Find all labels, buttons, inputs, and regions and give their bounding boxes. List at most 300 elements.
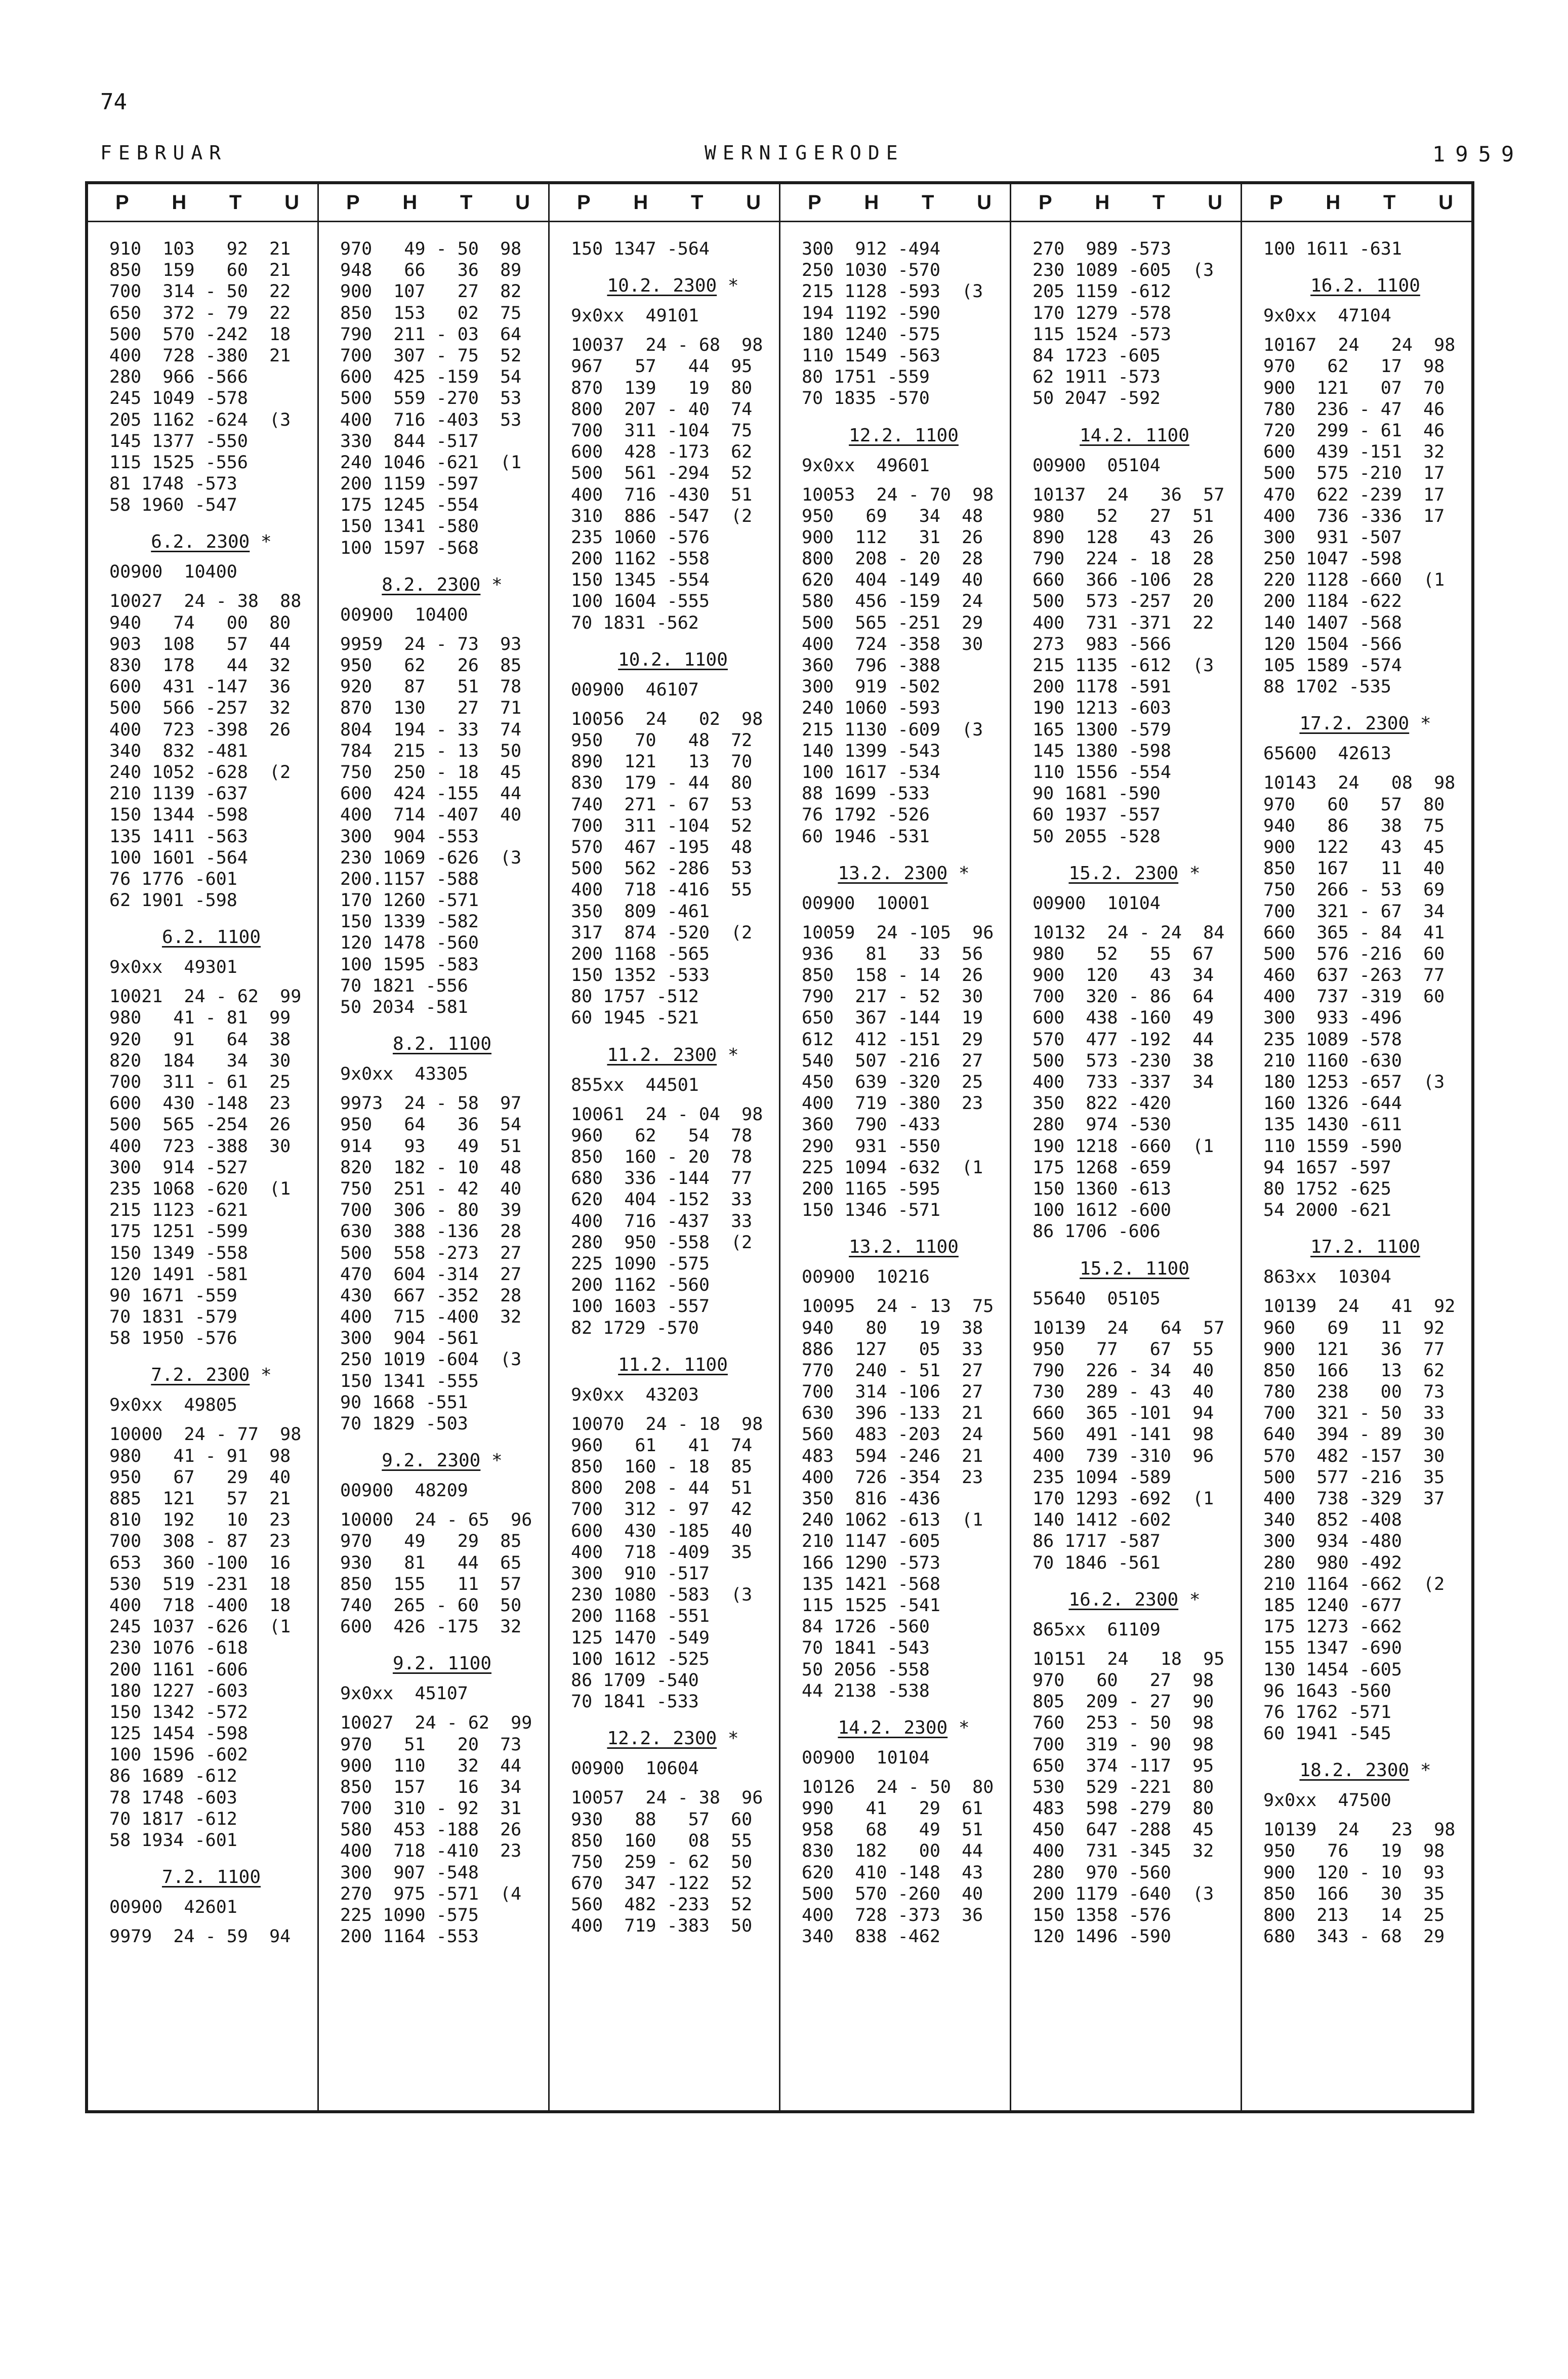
- table-row: 820 184 34 30: [109, 1050, 291, 1071]
- table-row: 400 716 -430 51: [571, 484, 753, 505]
- table-row: 920 91 64 38: [109, 1029, 291, 1050]
- table-row: 240 1062 -613 (1: [802, 1510, 983, 1531]
- table-row: 700 311 - 61 25: [109, 1072, 291, 1092]
- table-row: 960 69 11 92: [1263, 1318, 1445, 1338]
- table-row: 870 139 19 80: [571, 378, 753, 398]
- sounding-station-code: 00900 10104: [1033, 893, 1161, 914]
- table-row: 790 211 - 03 64: [340, 324, 522, 345]
- table-row: 270 975 -571 (4: [340, 1883, 522, 1904]
- table-row: 115 1525 -556: [109, 452, 248, 473]
- table-row: 76 1792 -526: [802, 805, 930, 826]
- sounding-title: [802, 424, 1006, 448]
- table-row: 175 1251 -599: [109, 1221, 248, 1242]
- table-row: 450 639 -320 25: [802, 1072, 983, 1092]
- table-row: 400 736 -336 17: [1263, 506, 1445, 526]
- sounding-marker: *: [717, 275, 739, 297]
- table-row: 120 1496 -590: [1033, 1926, 1171, 1947]
- sounding-title: [802, 862, 1006, 886]
- sounding-station-code: 9x0xx 45107: [340, 1684, 468, 1704]
- sounding-station-code: 00900 10400: [340, 604, 468, 625]
- table-row: 780 236 - 47 46: [1263, 399, 1445, 420]
- sounding-marker: *: [717, 1044, 739, 1065]
- table-row: 980 52 55 67: [1033, 944, 1214, 964]
- sounding-station-code: 9x0xx 47104: [1263, 306, 1391, 326]
- table-row: 740 271 - 67 53: [571, 794, 753, 815]
- table-row: 205 1162 -624 (3: [109, 409, 291, 430]
- table-row: 580 456 -159 24: [802, 591, 983, 612]
- table-row: 483 598 -279 80: [1033, 1798, 1214, 1819]
- table-row: 10057 24 - 38 96: [571, 1788, 763, 1809]
- table-row: 70 1817 -612: [109, 1809, 237, 1829]
- table-row: 950 69 34 48: [802, 506, 983, 526]
- table-row: 700 314 - 50 22: [109, 281, 291, 302]
- table-row: 660 365 - 84 41: [1263, 922, 1445, 943]
- table-row: 930 81 44 65: [340, 1552, 522, 1573]
- table-row: 50 2047 -592: [1033, 388, 1161, 409]
- table-row: 770 240 - 51 27: [802, 1360, 983, 1381]
- sounding-title: [571, 274, 775, 298]
- sounding-title: [1263, 712, 1467, 736]
- table-row: 300 931 -507: [1263, 527, 1402, 548]
- column-header-label: H: [864, 191, 879, 214]
- table-row: 100 1611 -631: [1263, 239, 1402, 259]
- table-row: 88 1699 -533: [802, 784, 930, 804]
- table-row: 400 731 -345 32: [1033, 1841, 1214, 1862]
- table-row: 125 1454 -598: [109, 1724, 248, 1744]
- table-column: [88, 184, 319, 2110]
- column-header-label: T: [921, 191, 934, 214]
- table-row: 10167 24 24 98: [1263, 335, 1456, 356]
- table-row: 110 1549 -563: [802, 345, 940, 366]
- sounding-station-code: 9x0xx 49601: [802, 455, 930, 476]
- table-row: 300 933 -496: [1263, 1008, 1402, 1029]
- sounding-title: [109, 1363, 313, 1387]
- sounding-date-time: 16.2. 2300: [1068, 1589, 1179, 1610]
- table-row: 900 122 43 45: [1263, 837, 1445, 857]
- table-row: 170 1260 -571: [340, 890, 479, 911]
- table-row: 70 1841 -543: [802, 1638, 930, 1659]
- table-row: 58 1934 -601: [109, 1830, 237, 1851]
- table-row: 800 208 - 20 28: [802, 549, 983, 569]
- sounding-marker: *: [717, 1728, 739, 1749]
- table-row: 80 1751 -559: [802, 367, 930, 388]
- table-row: 90 1668 -551: [340, 1392, 468, 1413]
- column-header-label: P: [808, 191, 821, 214]
- table-row: 82 1729 -570: [571, 1318, 699, 1338]
- table-row: 400 718 -409 35: [571, 1542, 753, 1563]
- table-row: 500 573 -257 20: [1033, 591, 1214, 612]
- table-row: 790 226 - 34 40: [1033, 1360, 1214, 1381]
- table-row: 140 1407 -568: [1263, 612, 1402, 633]
- table-row: 10000 24 - 65 96: [340, 1510, 532, 1531]
- sounding-date-time: 9.2. 2300: [382, 1450, 481, 1471]
- sounding-station-code: 00900 05104: [1033, 455, 1161, 476]
- table-row: 400 726 -354 23: [802, 1467, 983, 1488]
- table-row: 81 1748 -573: [109, 474, 237, 495]
- column-header-label: P: [577, 191, 591, 214]
- column-header-label: T: [1383, 191, 1396, 214]
- sounding-title: [109, 530, 313, 554]
- table-row: 10095 24 - 13 75: [802, 1296, 994, 1317]
- table-row: 900 121 36 77: [1263, 1339, 1445, 1360]
- table-row: 310 886 -547 (2: [571, 506, 753, 526]
- table-row: 86 1706 -606: [1033, 1221, 1161, 1242]
- table-row: 500 562 -286 53: [571, 858, 753, 879]
- table-row: 185 1240 -677: [1263, 1595, 1402, 1616]
- table-row: 600 426 -175 32: [340, 1617, 522, 1637]
- table-row: 225 1090 -575: [571, 1253, 710, 1274]
- table-row: 200.1157 -588: [340, 869, 479, 889]
- table-row: 240 1052 -628 (2: [109, 762, 291, 783]
- table-row: 450 647 -288 45: [1033, 1820, 1214, 1840]
- table-row: 50 2034 -581: [340, 997, 468, 1017]
- table-row: 500 575 -210 17: [1263, 463, 1445, 484]
- table-row: 10027 24 - 62 99: [340, 1713, 532, 1734]
- table-row: 150 1342 -572: [109, 1702, 248, 1722]
- table-row: 10139 24 41 92: [1263, 1296, 1456, 1317]
- table-row: 317 874 -520 (2: [571, 922, 753, 943]
- table-row: 50 2055 -528: [1033, 826, 1161, 847]
- sounding-date-time: 10.2. 1100: [618, 649, 728, 670]
- table-row: 700 321 - 67 34: [1263, 901, 1445, 922]
- sounding-marker: *: [250, 531, 272, 553]
- table-row: 200 1161 -606: [109, 1659, 248, 1680]
- table-row: 70 1835 -570: [802, 388, 930, 409]
- table-row: 970 60 57 80: [1263, 794, 1445, 815]
- table-row: 400 718 -400 18: [109, 1595, 291, 1616]
- table-row: 750 266 - 53 69: [1263, 880, 1445, 900]
- table-row: 86 1709 -540: [571, 1670, 699, 1691]
- table-row: 90 1671 -559: [109, 1285, 237, 1306]
- sounding-marker: *: [1178, 863, 1201, 884]
- table-row: 194 1192 -590: [802, 303, 940, 323]
- table-row: 400 728 -380 21: [109, 345, 291, 366]
- table-row: 300 904 -561: [340, 1328, 479, 1349]
- table-row: 900 121 07 70: [1263, 378, 1445, 398]
- data-table: [85, 181, 1474, 2113]
- table-row: 630 388 -136 28: [340, 1221, 522, 1242]
- column-header-label: H: [172, 191, 187, 214]
- table-row: 700 319 - 90 98: [1033, 1734, 1214, 1755]
- table-row: 830 182 00 44: [802, 1841, 983, 1862]
- table-row: 250 1030 -570: [802, 260, 940, 281]
- sounding-title: [802, 1235, 1006, 1259]
- table-row: 800 208 - 44 51: [571, 1478, 753, 1499]
- table-row: 58 1950 -576: [109, 1328, 237, 1349]
- table-row: 500 570 -242 18: [109, 324, 291, 345]
- table-row: 530 529 -221 80: [1033, 1777, 1214, 1797]
- table-column: [1242, 184, 1471, 2110]
- table-row: 175 1273 -662: [1263, 1617, 1402, 1637]
- table-row: 560 491 -141 98: [1033, 1424, 1214, 1445]
- table-row: 600 430 -185 40: [571, 1521, 753, 1541]
- table-row: 500 565 -251 29: [802, 612, 983, 633]
- table-row: 890 121 13 70: [571, 752, 753, 772]
- sounding-date-time: 11.2. 2300: [607, 1044, 717, 1065]
- sounding-date-time: 7.2. 2300: [151, 1365, 250, 1386]
- table-row: 530 519 -231 18: [109, 1574, 291, 1594]
- column-header-label: T: [690, 191, 704, 214]
- table-row: 100 1595 -583: [340, 954, 479, 975]
- table-row: 280 966 -566: [109, 367, 248, 388]
- table-row: 400 728 -373 36: [802, 1905, 983, 1925]
- table-row: 130 1454 -605: [1263, 1659, 1402, 1680]
- table-row: 90 1681 -590: [1033, 784, 1161, 804]
- sounding-title: [802, 1716, 1006, 1740]
- sounding-title: [571, 1043, 775, 1068]
- table-row: 680 343 - 68 29: [1263, 1926, 1445, 1947]
- column-header-label: U: [1208, 191, 1222, 214]
- table-row: 885 121 57 21: [109, 1489, 291, 1509]
- table-row: 500 566 -257 32: [109, 698, 291, 719]
- table-column: [780, 184, 1011, 2110]
- table-row: 290 931 -550: [802, 1136, 940, 1157]
- table-row: 125 1470 -549: [571, 1627, 710, 1648]
- table-row: 470 604 -314 27: [340, 1264, 522, 1285]
- table-row: 9959 24 - 73 93: [340, 634, 522, 654]
- table-row: 110 1559 -590: [1263, 1136, 1402, 1157]
- table-row: 145 1377 -550: [109, 431, 248, 452]
- table-row: 175 1245 -554: [340, 495, 479, 516]
- table-row: 60 1945 -521: [571, 1008, 699, 1029]
- table-row: 500 565 -254 26: [109, 1115, 291, 1135]
- column-header: [1242, 184, 1471, 222]
- table-row: 100 1597 -568: [340, 538, 479, 558]
- sounding-date-time: 18.2. 2300: [1299, 1760, 1410, 1781]
- sounding-date-time: 8.2. 1100: [392, 1034, 492, 1055]
- sounding-marker: *: [1409, 713, 1431, 734]
- table-row: 400 718 -410 23: [340, 1841, 522, 1862]
- table-row: 10053 24 - 70 98: [802, 484, 994, 505]
- table-row: 820 182 - 10 48: [340, 1157, 522, 1178]
- sounding-date-time: 12.2. 2300: [607, 1728, 717, 1749]
- table-row: 700 308 - 87 23: [109, 1531, 291, 1552]
- table-row: 280 950 -558 (2: [571, 1232, 753, 1253]
- table-row: 10070 24 - 18 98: [571, 1414, 763, 1434]
- sounding-title: [1263, 1235, 1467, 1259]
- table-row: 670 347 -122 52: [571, 1873, 753, 1894]
- table-row: 215 1123 -621: [109, 1200, 248, 1221]
- table-row: 245 1037 -626 (1: [109, 1617, 291, 1637]
- sounding-date-time: 12.2. 1100: [849, 425, 959, 446]
- header-month: FEBRUAR: [100, 142, 228, 164]
- column-header-label: H: [1095, 191, 1110, 214]
- table-row: 94 1657 -597: [1263, 1157, 1391, 1178]
- table-row: 620 404 -152 33: [571, 1190, 753, 1210]
- table-row: 60 1941 -545: [1263, 1724, 1391, 1744]
- table-row: 300 910 -517: [571, 1564, 710, 1584]
- table-row: 750 251 - 42 40: [340, 1178, 522, 1199]
- table-row: 903 108 57 44: [109, 634, 291, 654]
- table-row: 830 179 - 44 80: [571, 773, 753, 794]
- table-row: 235 1068 -620 (1: [109, 1178, 291, 1199]
- table-row: 950 62 26 85: [340, 655, 522, 676]
- table-row: 850 153 02 75: [340, 303, 522, 323]
- table-row: 135 1430 -611: [1263, 1115, 1402, 1135]
- table-row: 600 430 -148 23: [109, 1093, 291, 1114]
- sounding-station-code: 855xx 44501: [571, 1075, 699, 1095]
- table-row: 340 838 -462: [802, 1926, 940, 1947]
- table-row: 570 482 -157 30: [1263, 1446, 1445, 1466]
- table-row: 630 396 -133 21: [802, 1403, 983, 1424]
- table-row: 940 74 00 80: [109, 612, 291, 633]
- table-row: 540 507 -216 27: [802, 1050, 983, 1071]
- table-row: 350 816 -436: [802, 1489, 940, 1509]
- sounding-station-code: 00900 42601: [109, 1897, 237, 1918]
- table-row: 135 1421 -568: [802, 1574, 940, 1594]
- table-row: 60 1946 -531: [802, 826, 930, 847]
- table-row: 300 904 -553: [340, 826, 479, 847]
- column-header-label: U: [515, 191, 530, 214]
- column-header-label: U: [746, 191, 761, 214]
- table-row: 210 1147 -605: [802, 1531, 940, 1552]
- sounding-station-code: 65600 42613: [1263, 744, 1391, 764]
- table-row: 9979 24 - 59 94: [109, 1926, 291, 1947]
- table-row: 235 1060 -576: [571, 527, 710, 548]
- table-row: 10061 24 - 04 98: [571, 1104, 763, 1125]
- table-row: 250 1047 -598: [1263, 549, 1402, 569]
- sounding-title: [340, 1449, 544, 1473]
- table-row: 240 1046 -621 (1: [340, 452, 522, 473]
- table-row: 210 1160 -630: [1263, 1050, 1402, 1071]
- table-row: 470 622 -239 17: [1263, 484, 1445, 505]
- table-row: 10059 24 -105 96: [802, 922, 994, 943]
- table-row: 460 637 -263 77: [1263, 965, 1445, 986]
- table-row: 105 1589 -574: [1263, 655, 1402, 676]
- column-header-label: P: [1039, 191, 1052, 214]
- table-row: 910 103 92 21: [109, 239, 291, 259]
- table-row: 600 431 -147 36: [109, 677, 291, 698]
- column-header-label: H: [633, 191, 648, 214]
- table-row: 180 1253 -657 (3: [1263, 1072, 1445, 1092]
- table-row: 230 1080 -583 (3: [571, 1585, 753, 1606]
- table-row: 150 1360 -613: [1033, 1178, 1171, 1199]
- table-row: 948 66 36 89: [340, 260, 522, 281]
- table-row: 400 714 -407 40: [340, 805, 522, 826]
- sounding-marker: *: [1409, 1760, 1431, 1781]
- table-row: 780 238 00 73: [1263, 1382, 1445, 1403]
- table-row: 62 1901 -598: [109, 890, 237, 911]
- sounding-station-code: 9x0xx 47500: [1263, 1790, 1391, 1811]
- sounding-date-time: 6.2. 1100: [161, 927, 261, 948]
- table-row: 115 1525 -541: [802, 1595, 940, 1616]
- table-row: 180 1227 -603: [109, 1680, 248, 1701]
- table-row: 810 192 10 23: [109, 1510, 291, 1531]
- sounding-station-code: 9x0xx 49805: [109, 1395, 237, 1416]
- table-row: 400 718 -416 55: [571, 880, 753, 900]
- sounding-title: [1263, 274, 1467, 298]
- table-row: 360 796 -388: [802, 655, 940, 676]
- table-row: 50 2056 -558: [802, 1659, 930, 1680]
- sounding-date-time: 13.2. 2300: [838, 863, 948, 884]
- sounding-marker: *: [480, 1450, 503, 1471]
- table-row: 500 570 -260 40: [802, 1883, 983, 1904]
- table-row: 950 77 67 55: [1033, 1339, 1214, 1360]
- table-row: 500 558 -273 27: [340, 1243, 522, 1263]
- column-header-label: P: [346, 191, 360, 214]
- table-row: 190 1218 -660 (1: [1033, 1136, 1214, 1157]
- table-row: 400 716 -437 33: [571, 1211, 753, 1232]
- table-row: 110 1556 -554: [1033, 762, 1171, 783]
- table-row: 205 1159 -612: [1033, 281, 1171, 302]
- table-row: 10037 24 - 68 98: [571, 335, 763, 356]
- column-header-label: T: [460, 191, 473, 214]
- sounding-title: [1033, 1588, 1236, 1612]
- table-row: 560 482 -233 52: [571, 1895, 753, 1915]
- table-row: 850 159 60 21: [109, 260, 291, 281]
- table-row: 650 372 - 79 22: [109, 303, 291, 323]
- table-row: 400 719 -383 50: [571, 1916, 753, 1937]
- table-row: 10151 24 18 95: [1033, 1649, 1225, 1669]
- table-row: 804 194 - 33 74: [340, 719, 522, 740]
- table-row: 800 207 - 40 74: [571, 399, 753, 420]
- table-row: 150 1349 -558: [109, 1243, 248, 1263]
- table-row: 700 307 - 75 52: [340, 345, 522, 366]
- table-row: 215 1128 -593 (3: [802, 281, 983, 302]
- table-row: 10139 24 64 57: [1033, 1318, 1225, 1338]
- table-row: 970 51 20 73: [340, 1734, 522, 1755]
- table-row: 500 561 -294 52: [571, 463, 753, 484]
- table-row: 160 1326 -644: [1263, 1093, 1402, 1114]
- table-row: 660 365 -101 94: [1033, 1403, 1214, 1424]
- sounding-title: [1033, 862, 1236, 886]
- sounding-date-time: 16.2. 1100: [1310, 275, 1420, 297]
- table-row: 940 86 38 75: [1263, 815, 1445, 836]
- table-row: 886 127 05 33: [802, 1339, 983, 1360]
- sounding-title: [571, 1353, 775, 1377]
- table-row: 700 306 - 80 39: [340, 1200, 522, 1221]
- table-row: 100 1612 -600: [1033, 1200, 1171, 1221]
- table-row: 920 87 51 78: [340, 677, 522, 698]
- table-row: 245 1049 -578: [109, 388, 248, 409]
- table-row: 700 312 - 97 42: [571, 1499, 753, 1520]
- table-row: 100 1596 -602: [109, 1745, 248, 1766]
- table-row: 145 1380 -598: [1033, 741, 1171, 761]
- table-row: 958 68 49 51: [802, 1820, 983, 1840]
- column-header-label: P: [115, 191, 129, 214]
- table-row: 166 1290 -573: [802, 1552, 940, 1573]
- table-row: 135 1411 -563: [109, 826, 248, 847]
- table-row: 280 970 -560: [1033, 1862, 1171, 1883]
- table-row: 850 160 08 55: [571, 1830, 753, 1851]
- table-row: 58 1960 -547: [109, 495, 237, 516]
- table-row: 400 716 -403 53: [340, 409, 522, 430]
- table-row: 76 1776 -601: [109, 869, 237, 889]
- sounding-date-time: 11.2. 1100: [618, 1354, 728, 1375]
- table-row: 200 1168 -565: [571, 944, 710, 964]
- sounding-title: [571, 1727, 775, 1751]
- table-row: 850 157 16 34: [340, 1777, 522, 1797]
- table-row: 400 738 -329 37: [1263, 1489, 1445, 1509]
- table-row: 350 822 -420: [1033, 1093, 1171, 1114]
- table-row: 10021 24 - 62 99: [109, 987, 302, 1007]
- column-header-label: U: [977, 191, 992, 214]
- table-row: 700 311 -104 52: [571, 815, 753, 836]
- sounding-station-code: 00900 46107: [571, 679, 699, 700]
- table-row: 84 1726 -560: [802, 1617, 930, 1637]
- sounding-title: [109, 925, 313, 950]
- table-row: 80 1752 -625: [1263, 1178, 1391, 1199]
- table-row: 200 1162 -558: [571, 549, 710, 569]
- table-row: 120 1491 -581: [109, 1264, 248, 1285]
- table-row: 10137 24 36 57: [1033, 484, 1225, 505]
- table-row: 70 1831 -562: [571, 612, 699, 633]
- table-row: 990 41 29 61: [802, 1798, 983, 1819]
- sounding-date-time: 17.2. 2300: [1299, 713, 1410, 734]
- table-row: 900 110 32 44: [340, 1755, 522, 1776]
- table-row: 750 259 - 62 50: [571, 1852, 753, 1872]
- page-number: 74: [100, 89, 127, 115]
